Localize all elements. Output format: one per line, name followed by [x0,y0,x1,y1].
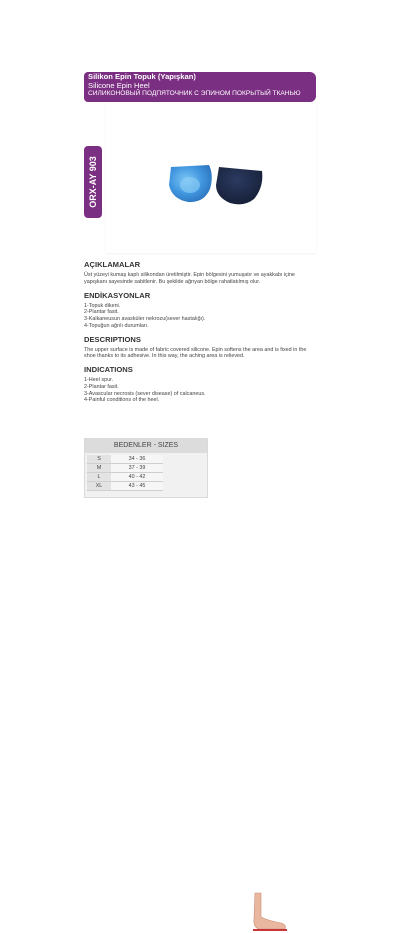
list-item: 3-Avascular necrosis (sever disease) of calcaneus. [84,390,206,397]
table-row [87,473,163,482]
section-text-aciklamalar: Üst yüzeyi kumaş kaplı silikondan üretilmiştir. Epin bölgesini yumuşatır ve ayakkabı içine yapışkanı sayesinde sabitlenir. Bu şekilde ağrıyan bölge rahatlatılmış olur. [84,272,295,285]
size-label: S [87,455,111,464]
section-title-aciklamalar: AÇIKLAMALAR [84,260,141,269]
title-english: Silicone Epin Heel [88,80,150,90]
section-title-descriptions: DESCRIPTIONS [84,334,141,344]
section-title-indications: INDICATIONS [84,365,133,374]
list-item: 2-Plantar fasit. [84,309,119,316]
list-endikasyonlar [84,303,316,330]
heel-pads-illustration [106,105,316,253]
product-description [84,260,316,409]
navy-heel-pad [216,167,262,204]
list-item: 1-Topuk dikeni. [84,302,121,309]
product-image [106,105,316,253]
product-title-banner [84,72,316,102]
table-row [87,482,163,491]
size-range: 37 - 39 [111,464,163,473]
product-code-tab [84,146,102,218]
size-label: M [87,464,111,473]
table-row [87,455,163,464]
size-range: 34 - 36 [111,455,163,464]
section-title-endikasyonlar: ENDİKASYONLAR [84,290,151,300]
foot-measure-icon [249,891,289,933]
size-range: 40 - 42 [111,473,163,482]
section-text-descriptions: The upper surface is made of fabric covered silicone. Epin softens the area and is fixed in the shoe thanks to its adhesive. In this way, the aching area is relieved. [84,346,307,360]
size-range: 43 - 45 [111,482,163,491]
title-turkish: Silikon Epin Topuk (Yapışkan) [88,72,196,81]
list-item: 1-Heel spur. [84,377,114,383]
size-table [87,455,163,491]
list-item: 4-Topuğun ağrılı durumları. [84,322,149,329]
list-item: 2-Plantar fasit. [84,383,119,390]
size-chart [84,438,208,498]
product-code: ORX-AY 903 [88,156,98,208]
size-label: XL [87,482,111,491]
blue-pad-center [180,177,200,193]
size-label: L [87,473,111,482]
table-row [87,464,163,473]
list-indications [84,377,316,404]
list-item: 3-Kalkaneusun avasküler nekrozu(sever hastalığı). [84,316,206,322]
size-chart-title: BEDENLER - SIZES [85,439,207,453]
list-item: 4-Painful conditions of the heel. [84,397,160,404]
title-russian: СИЛИКОНОВЫЙ ПОДПЯТОЧНИК С ЭПИНОМ ПОКРЫТЫЙ ТКАНЬЮ [88,90,301,97]
